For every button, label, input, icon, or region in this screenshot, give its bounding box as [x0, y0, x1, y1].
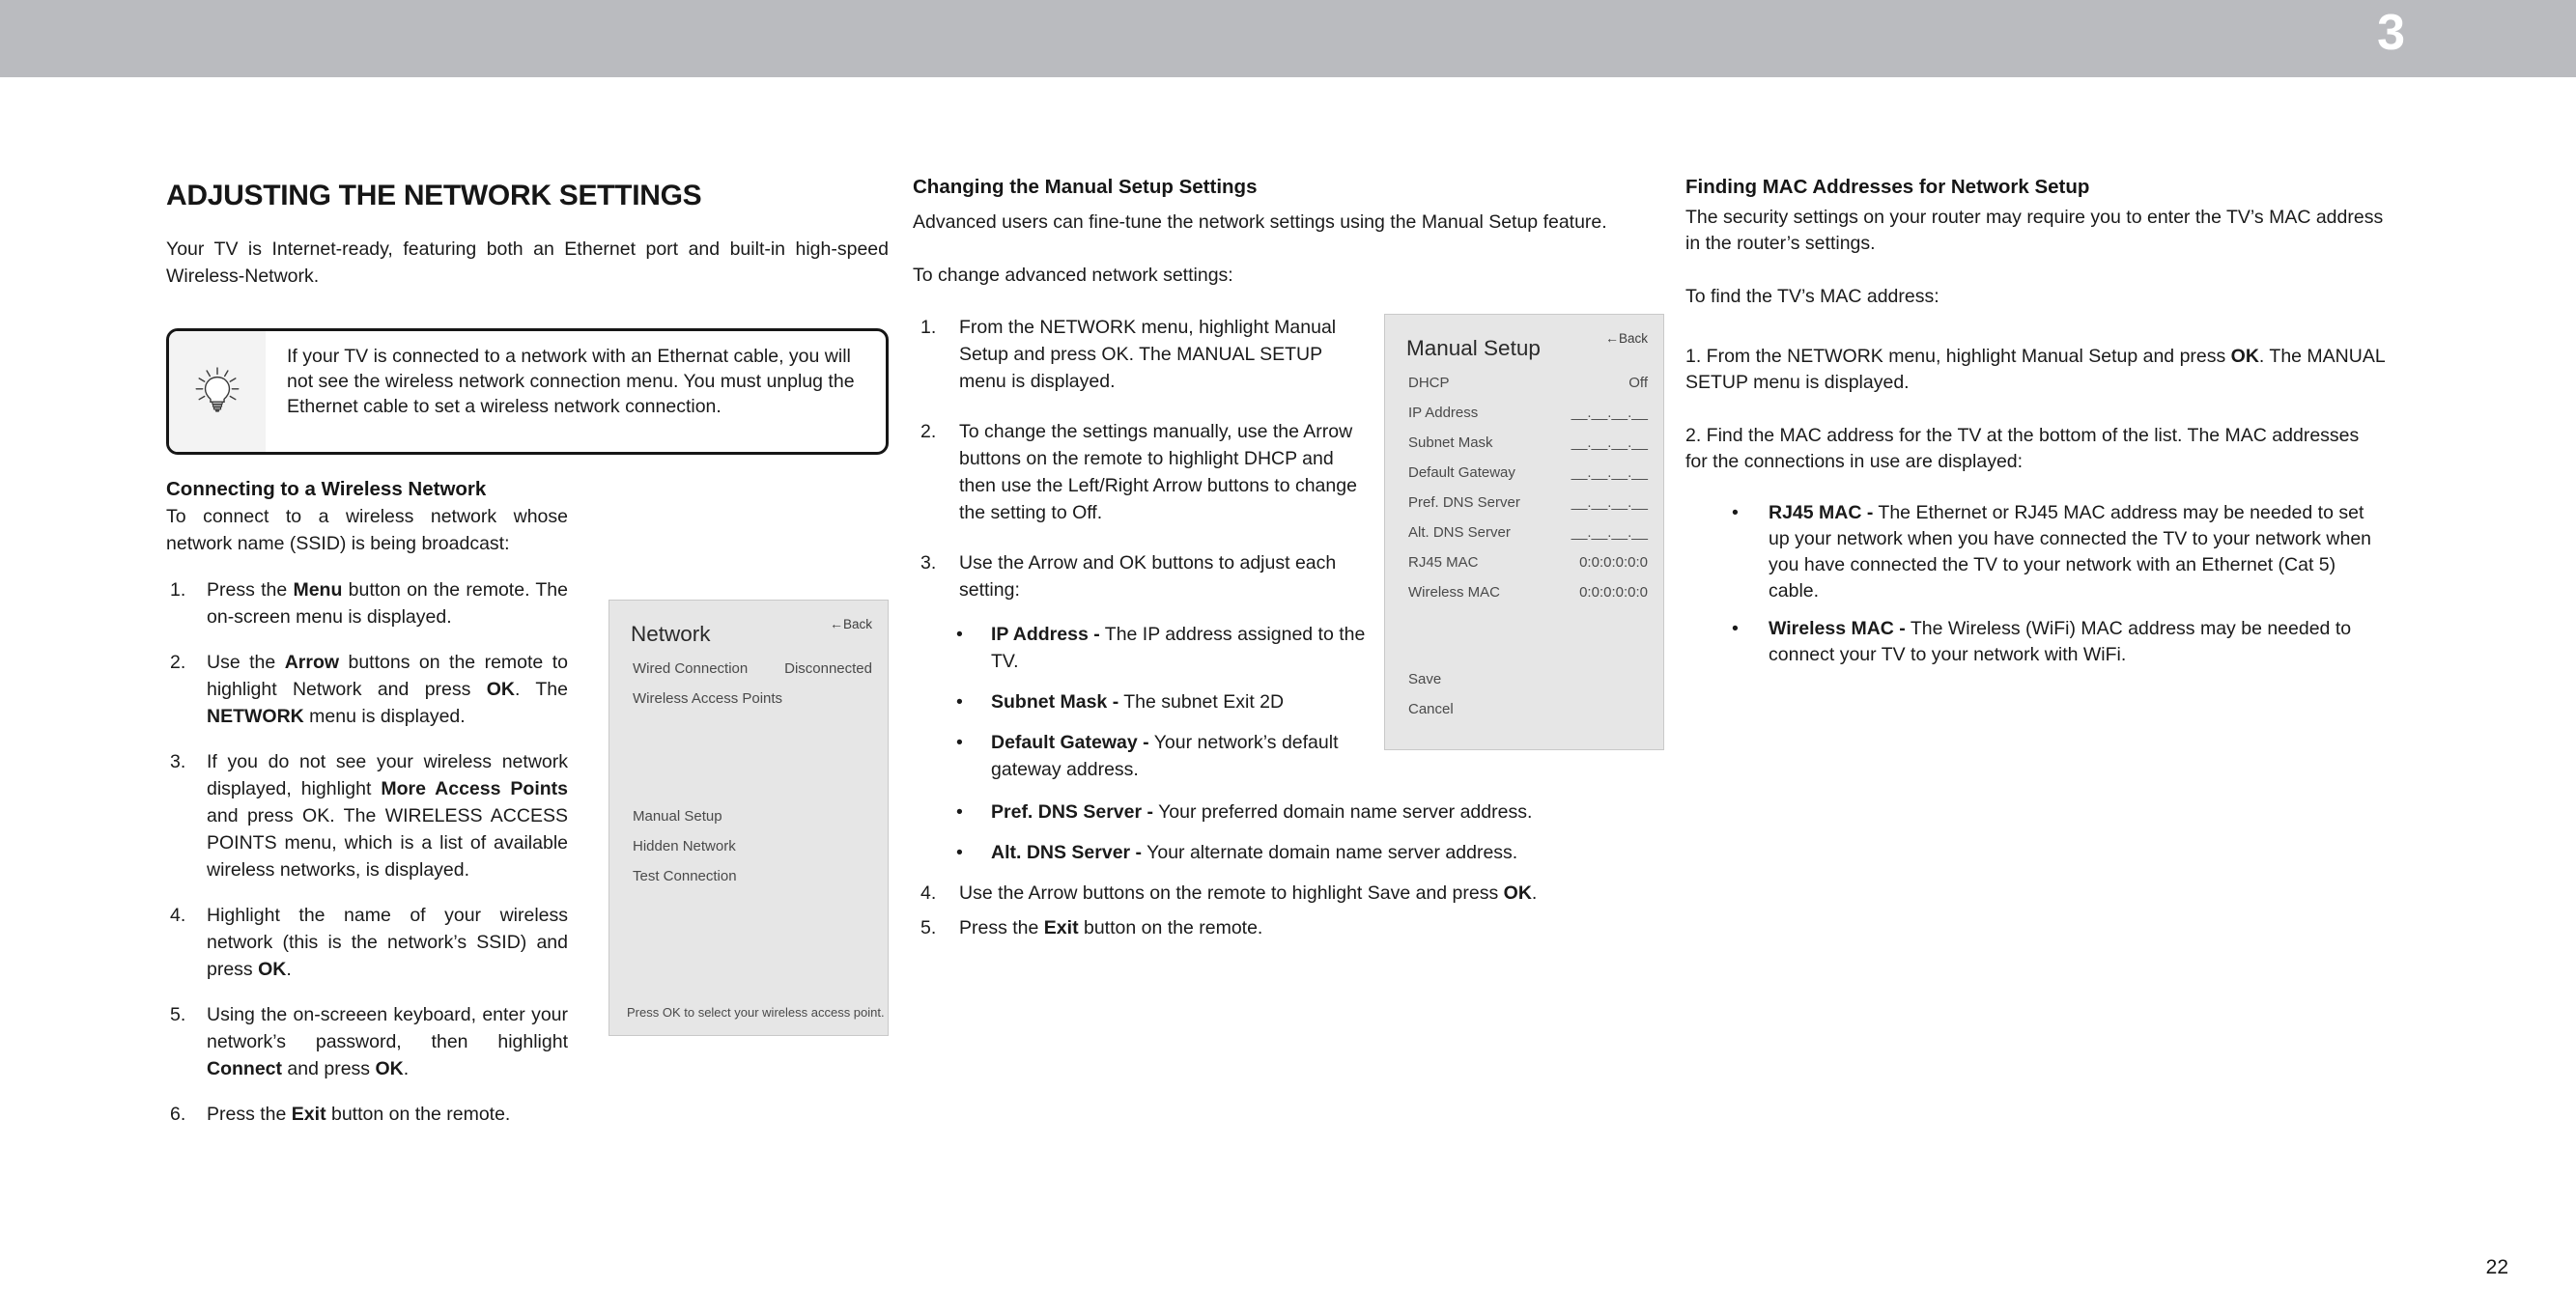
wireless-steps	[166, 576, 568, 1128]
menu-item-value: __.__.__.__	[1571, 524, 1648, 541]
menu-item-row	[633, 660, 872, 690]
manual-setup-continued	[913, 798, 1664, 941]
menu-item-value: __.__.__.__	[1571, 464, 1648, 481]
menu-item-row	[1408, 464, 1648, 494]
wireless-lead: To connect to a wireless network whose network name (SSID) is being broadcast:	[166, 506, 568, 554]
column-adjusting-network-settings	[166, 180, 889, 1146]
manual-setup-steps-block	[913, 314, 1367, 797]
step-item: To change the settings manually, use the Arrow buttons on the remote to highlight DHCP and then use the Left/Right Arrow buttons to change the setting to Off.	[959, 421, 1357, 523]
menu-item-value: 0:0:0:0:0:0	[1579, 584, 1648, 601]
menu-action-row	[1408, 671, 1648, 701]
menu-footer-hint: Press OK to select your wireless access point.	[627, 1005, 885, 1020]
manual-setup-row	[913, 314, 1664, 797]
menu-item-value: __.__.__.__	[1571, 405, 1648, 421]
step-item: Press the Exit button on the remote.	[207, 1104, 511, 1125]
menu-item-label: Manual Setup	[633, 808, 722, 825]
bullet-item: • IP Address - The IP address assigned to the TV.	[913, 621, 1367, 675]
manual-setup-lead: To change advanced network settings:	[913, 265, 1233, 286]
menu-item-value: __.__.__.__	[1571, 434, 1648, 451]
step-item: Use the Arrow buttons on the remote to highlight Save and press OK.	[959, 882, 1538, 904]
bullet-item: • Default Gateway - Your network’s default gateway address.	[913, 729, 1367, 783]
setting-bullets-wide	[913, 798, 1664, 866]
menu-item-label: RJ45 MAC	[1408, 554, 1479, 571]
menu-item-row	[1408, 405, 1648, 434]
lightbulb-icon	[186, 357, 248, 427]
mac-paragraph: To find the TV’s MAC address:	[1685, 286, 1939, 307]
menu-item-row	[633, 838, 872, 868]
intro-paragraph: Your TV is Internet-ready, featuring both an Ethernet port and built-in high-speed Wireless-Network.	[166, 238, 889, 287]
manual-setup-steps-after	[913, 880, 1664, 941]
bullet-item: • Subnet Mask - The subnet Exit 2D	[913, 688, 1367, 715]
back-button	[830, 616, 872, 631]
setting-bullets-narrow	[913, 621, 1367, 783]
menu-item-label: DHCP	[1408, 375, 1450, 391]
menu-item-label: Wireless Access Points	[633, 690, 783, 707]
bullet-item: • Pref. DNS Server - Your preferred domain name server address.	[913, 798, 1664, 826]
step-item: Highlight the name of your wireless network (this is the network’s SSID) and press OK.	[207, 905, 568, 980]
network-menu-header	[609, 601, 888, 660]
back-label: Back	[842, 617, 872, 631]
menu-item-row	[633, 808, 872, 838]
network-menu-title: Network	[631, 622, 711, 646]
network-menu-panel	[609, 600, 889, 1036]
step-item: If you do not see your wireless network displayed, highlight More Access Points and press OK. The WIRELESS ACCESS POINTS menu, which is a list of available wireless networks, is displayed.	[207, 751, 568, 881]
page-header-bar	[0, 0, 2576, 77]
back-button	[1605, 330, 1648, 346]
back-arrow-icon: ←	[1604, 330, 1619, 346]
column-manual-setup	[913, 176, 1664, 949]
mac-paragraph: 2. Find the MAC address for the TV at the bottom of the list. The MAC addresses for the connections in use are displayed:	[1685, 425, 2360, 472]
manual-setup-intro: Advanced users can fine-tune the network settings using the Manual Setup feature.	[913, 211, 1607, 233]
menu-item-row	[1408, 375, 1648, 405]
page-number: 22	[2485, 1256, 2508, 1278]
step-item: Press the Menu button on the remote. The on-screen menu is displayed.	[207, 579, 568, 628]
menu-item-row	[1408, 494, 1648, 524]
column-finding-mac	[1685, 176, 2385, 680]
subsection-heading-mac: Finding MAC Addresses for Network Setup	[1685, 176, 2090, 198]
menu-item-label: Alt. DNS Server	[1408, 524, 1511, 541]
manual-setup-menu-header	[1385, 315, 1663, 375]
mac-paragraph: 1. From the NETWORK menu, highlight Manual Setup and press OK. The MANUAL SETUP menu is displayed.	[1685, 346, 2385, 393]
menu-item-label: Wired Connection	[633, 660, 749, 677]
menu-item-row	[1408, 524, 1648, 554]
manual-setup-menu-title: Manual Setup	[1406, 336, 1541, 360]
menu-item-row	[1408, 554, 1648, 584]
menu-item-label: Test Connection	[633, 868, 737, 884]
back-label: Back	[1618, 331, 1648, 346]
step-item: Use the Arrow and OK buttons to adjust each setting:	[959, 552, 1337, 601]
step-item: From the NETWORK menu, highlight Manual Setup and press OK. The MANUAL SETUP menu is displayed.	[959, 317, 1337, 392]
menu-item-label: Subnet Mask	[1408, 434, 1493, 451]
wireless-section-row	[166, 478, 889, 1146]
menu-item-row	[633, 690, 872, 720]
menu-item-value: __.__.__.__	[1571, 494, 1648, 511]
menu-item-label: Default Gateway	[1408, 464, 1515, 481]
subsection-heading-manual-setup: Changing the Manual Setup Settings	[913, 176, 1258, 198]
manual-setup-menu-items	[1385, 375, 1663, 731]
subsection-heading-wireless: Connecting to a Wireless Network	[166, 478, 487, 500]
menu-action-row	[1408, 701, 1648, 731]
wireless-section	[166, 478, 568, 1146]
note-box	[166, 328, 889, 455]
chapter-number: 3	[2377, 5, 2404, 61]
cancel-action-label: Cancel	[1408, 701, 1454, 717]
network-menu-items	[609, 660, 888, 898]
menu-item-row	[633, 868, 872, 898]
bullet-item: • Wireless MAC - The Wireless (WiFi) MAC address may be needed to connect your TV to your network with WiFi.	[1685, 616, 2385, 668]
menu-item-label: IP Address	[1408, 405, 1479, 421]
menu-item-value: Disconnected	[784, 660, 872, 677]
note-text: If your TV is connected to a network with an Ethernat cable, you will not see the wireless network connection menu. You must unplug the Ethernet cable to set a wireless network connection.	[287, 346, 855, 417]
step-item: Press the Exit button on the remote.	[959, 917, 1263, 938]
step-item: Using the on-screeen keyboard, enter your network’s password, then highlight Connect and press OK.	[207, 1004, 568, 1079]
bullet-item: • RJ45 MAC - The Ethernet or RJ45 MAC address may be needed to set up your network when you have connected the TV to your network when you have connected the TV to your network with an Ethernet (Cat 5) cable.	[1685, 500, 2385, 604]
menu-item-label: Pref. DNS Server	[1408, 494, 1520, 511]
manual-setup-steps	[913, 314, 1367, 603]
menu-item-value: 0:0:0:0:0:0	[1579, 554, 1648, 571]
section-title: ADJUSTING THE NETWORK SETTINGS	[166, 180, 702, 211]
mac-paragraph: The security settings on your router may require you to enter the TV’s MAC address in the router’s settings.	[1685, 207, 2384, 254]
step-item: Use the Arrow buttons on the remote to highlight Network and press OK. The NETWORK menu is displayed.	[207, 652, 568, 727]
mac-bullets	[1685, 500, 2385, 668]
menu-item-row	[1408, 434, 1648, 464]
bullet-item: • Alt. DNS Server - Your alternate domain name server address.	[913, 839, 1664, 866]
menu-item-row	[1408, 584, 1648, 614]
note-icon-cell	[169, 331, 266, 452]
menu-item-value: Off	[1628, 375, 1648, 391]
manual-setup-menu-panel	[1384, 314, 1664, 750]
back-arrow-icon: ←	[829, 616, 843, 631]
menu-item-label: Hidden Network	[633, 838, 736, 854]
menu-item-label: Wireless MAC	[1408, 584, 1501, 601]
save-action-label: Save	[1408, 671, 1442, 687]
